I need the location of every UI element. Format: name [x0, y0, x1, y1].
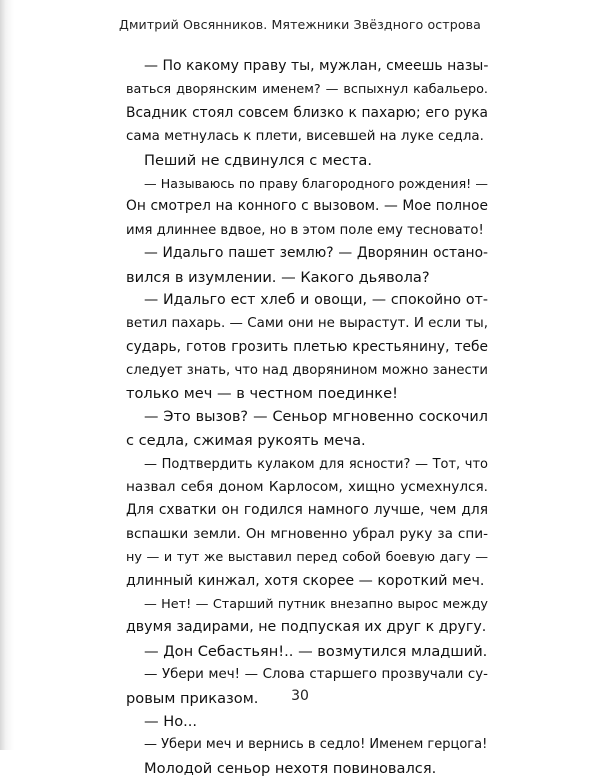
text-line: — Убери меч и вернись в седло! Именем герцога!	[144, 737, 488, 753]
text-line: — Это вызов? — Сеньор мгновенно соскочил	[144, 408, 488, 425]
text-line: Он смотрел на конного с вызовом. — Мое полное	[126, 198, 488, 215]
text-line: следует знать, что над дворянином можно занести	[126, 363, 488, 379]
text-line: — Нет! — Старший путник внезапно вырос между	[144, 596, 488, 612]
paragraph	[126, 242, 488, 289]
text-line: Пеший не сдвинулся с места.	[144, 151, 372, 169]
text-line: сударь, готов грозить плетью крестьянину, тебе	[126, 338, 488, 355]
paragraph	[126, 172, 488, 242]
paragraph	[126, 757, 488, 780]
paragraph	[126, 406, 488, 453]
paragraph	[126, 733, 488, 756]
paragraph	[126, 593, 488, 640]
text-line: — Но...	[144, 712, 198, 730]
book-text	[126, 55, 488, 780]
text-line: Всадник стоял совсем близко к пахарю; его рука	[126, 104, 488, 121]
text-line: длинный кинжал, хотя скорее — короткий меч.	[126, 572, 485, 589]
text-line: назвал себя доном Карлосом, хищно усмехнулся.	[126, 479, 488, 496]
paragraph	[126, 640, 488, 663]
text-line: ровым приказом.	[126, 689, 259, 707]
page-number: 30	[291, 688, 309, 704]
paragraph	[126, 55, 488, 149]
text-line: Для схватки он годился намного лучше, чем для	[126, 502, 488, 519]
text-line: ну — и тут же выставил перед собой боевую дагу —	[126, 550, 488, 566]
text-line: — Убери меч! — Слова старшего прозвучали су-	[144, 667, 488, 683]
text-line: — Идальго пашет землю? — Дворянин остано-	[144, 245, 488, 262]
paragraph	[126, 149, 488, 172]
text-line: — Называюсь по праву благородного рождения! —	[144, 175, 488, 191]
text-line: только меч — в честном поединке!	[126, 385, 398, 403]
text-line: ваться дворянским именем? — вспыхнул кабальеро.	[126, 82, 488, 98]
running-head: Дмитрий Овсянников. Мятежники Звёздного острова	[119, 17, 481, 32]
paragraph	[126, 453, 488, 593]
text-line: — Подтвердить кулаком для ясности? — Тот, что	[144, 456, 488, 472]
text-line: имя длиннее вдвое, но в этом поле ему тесновато!	[126, 222, 484, 238]
text-line: Молодой сеньор нехотя повиновался.	[144, 759, 437, 777]
text-line: — Идальго ест хлеб и овощи, — спокойно от-	[144, 291, 488, 308]
text-line: двумя задирами, не подпуская их друг к другу.	[126, 619, 487, 636]
text-line: вспашки земли. Он мгновенно убрал руку за спи-	[126, 525, 488, 542]
text-line: с седла, сжимая рукоять меча.	[126, 432, 366, 450]
text-line: сама метнулась к плети, висевшей на луке седла.	[126, 129, 484, 145]
paragraph	[126, 710, 488, 733]
paragraph	[126, 289, 488, 406]
text-line: ветил пахарь. — Сами они не вырастут. И если ты,	[126, 316, 488, 332]
text-line: вился в изумлении. — Какого дьявола?	[126, 268, 430, 286]
text-line: — Дон Себастьян!.. — возмутился младший.	[144, 642, 488, 660]
text-line: — По какому праву ты, мужлан, смеешь назы-	[144, 58, 489, 74]
